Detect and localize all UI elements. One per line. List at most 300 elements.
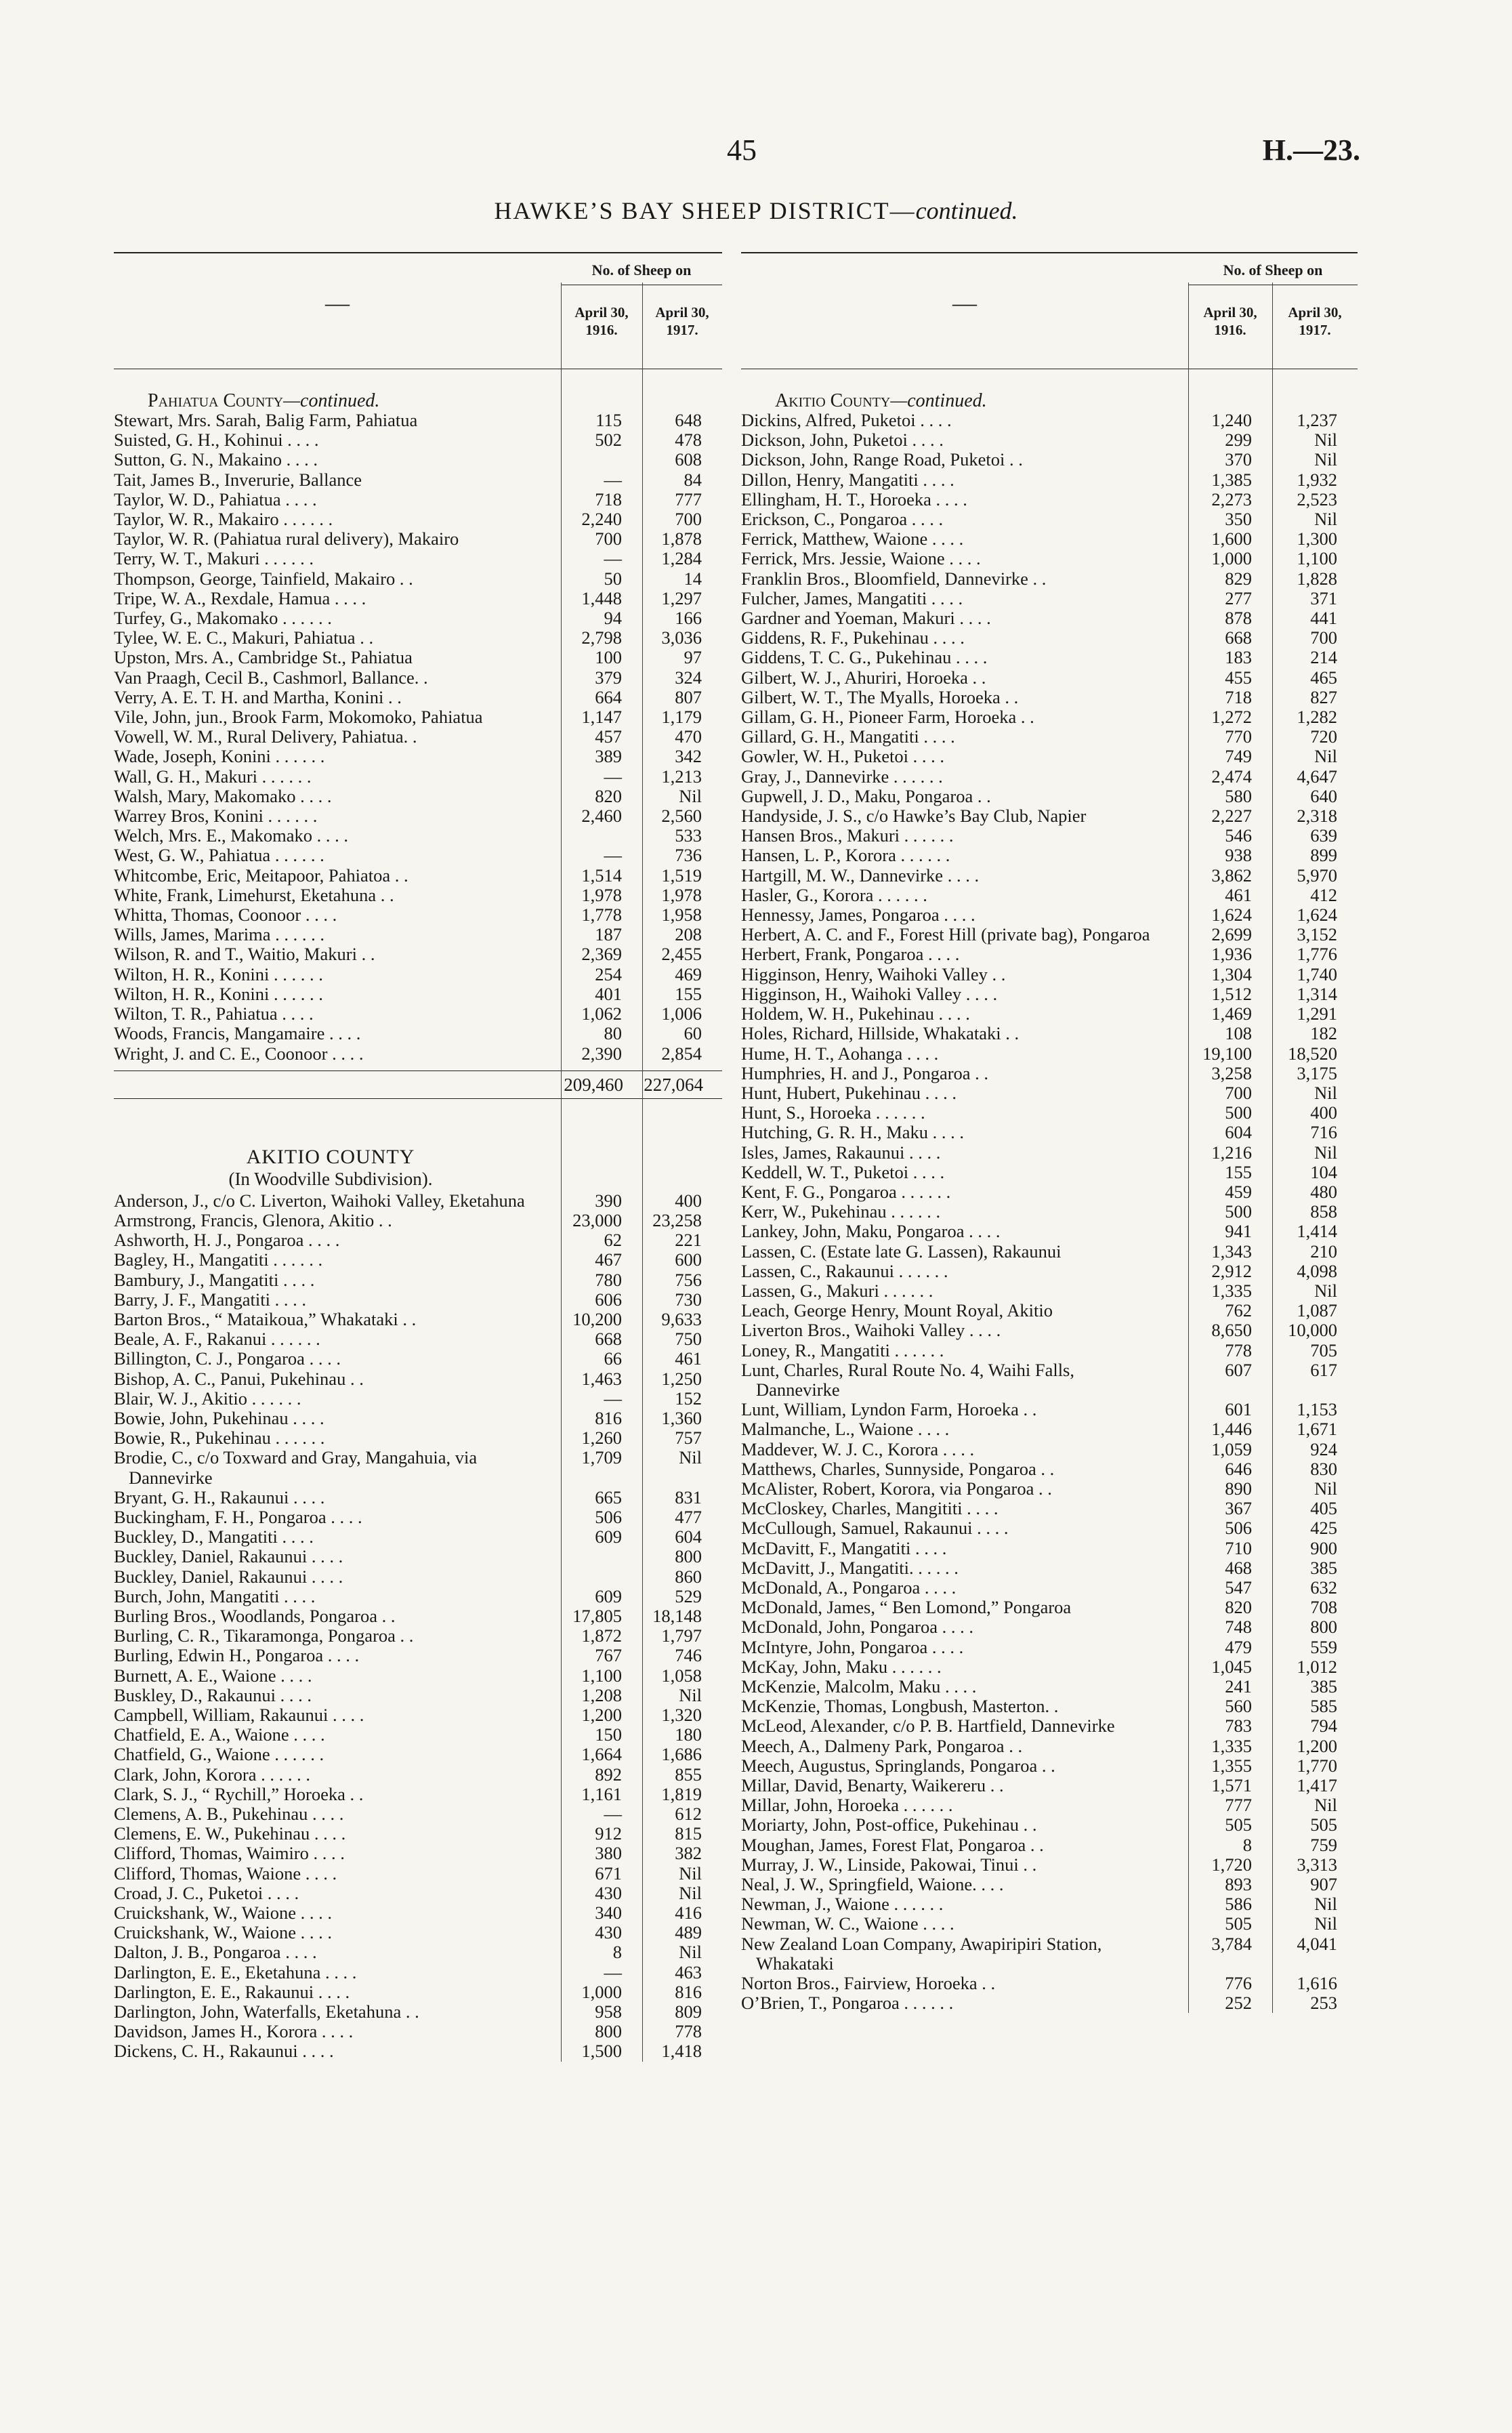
table-row [741, 826, 1358, 846]
sheep-1917: 18,148 [652, 1605, 702, 1626]
owner-name: Humphries, H. and J., Pongaroa . . [741, 1063, 989, 1083]
sheep-1917: 1,958 [661, 904, 702, 926]
sheep-1917: 1,417 [1297, 1775, 1337, 1796]
sheep-1916: 2,240 [581, 509, 622, 530]
owner-name: Matthews, Charles, Sunnyside, Pongaroa . . [741, 1459, 1055, 1479]
sheep-1917: 210 [1310, 1241, 1337, 1262]
page-title [0, 196, 1512, 225]
owner-name: Wilton, T. R., Pahiatua . . . . [114, 1004, 314, 1024]
sheep-1916: — [604, 548, 622, 569]
sheep-1916: 710 [1225, 1537, 1252, 1558]
total-row [114, 1070, 722, 1099]
table-row [114, 1587, 722, 1606]
table-row [741, 806, 1358, 826]
sheep-1916: 1,500 [581, 2041, 622, 2062]
owner-name: Clifford, Thomas, Waione . . . . [114, 1863, 337, 1884]
owner-name: Beale, A. F., Rakanui . . . . . . [114, 1329, 320, 1350]
sheep-1917: 750 [675, 1329, 702, 1350]
table-row [741, 1083, 1358, 1103]
table-row [741, 1440, 1358, 1459]
sheep-1916: — [604, 845, 622, 866]
table-row [114, 965, 722, 984]
sheep-1917: 1,616 [1297, 1973, 1337, 1994]
table-row [741, 411, 1358, 430]
owner-name: Bowie, John, Pukehinau . . . . [114, 1408, 324, 1428]
owner-name: Buckley, D., Mangatiti . . . . [114, 1527, 314, 1547]
table-row [114, 787, 722, 806]
owner-name: McDonald, James, “ Ben Lomond,” Pongaroa [741, 1598, 1072, 1618]
sheep-1917: 1,012 [1297, 1656, 1337, 1677]
sheep-1917: 400 [675, 1190, 702, 1211]
sheep-1917: 385 [1310, 1676, 1337, 1697]
owner-name: Gillam, G. H., Pioneer Farm, Horoeka . . [741, 707, 1034, 728]
table-row [114, 1567, 722, 1587]
table-row [741, 1776, 1358, 1795]
sheep-1916: 586 [1225, 1894, 1252, 1915]
table-row [741, 1064, 1358, 1083]
table-row [741, 510, 1358, 529]
sheep-1916: 646 [1225, 1458, 1252, 1479]
sheep-1916: 2,699 [1211, 924, 1252, 945]
table-row [741, 1360, 1358, 1400]
table-row [741, 1657, 1358, 1677]
sheep-1917: 600 [675, 1249, 702, 1270]
sheep-1916: 2,390 [581, 1043, 622, 1064]
sheep-1916: 500 [1225, 1102, 1252, 1123]
table-row [741, 1835, 1358, 1855]
sheep-1916: 560 [1225, 1696, 1252, 1717]
header-col-1916: April 30, 1916. [1203, 304, 1257, 338]
owner-name: Buckley, Daniel, Rakaunui . . . . [114, 1547, 343, 1567]
owner-name: Bishop, A. C., Panui, Pukehinau . . [114, 1369, 364, 1389]
sheep-1916: 1,304 [1211, 963, 1252, 984]
table-row [741, 1518, 1358, 1538]
table-row [114, 648, 722, 667]
sheep-1916: 671 [595, 1863, 622, 1884]
sheep-1916: 718 [1225, 686, 1252, 707]
sheep-1916: 1,936 [1211, 944, 1252, 965]
owner-name: Lassen, C., Rakaunui . . . . . . [741, 1261, 948, 1281]
owner-name: Newman, W. C., Waione . . . . [741, 1914, 954, 1934]
sheep-1917: Nil [1314, 1280, 1337, 1301]
owner-name: Brodie, C., c/o Toxward and Gray, Mangahuia, via Dannevirke [114, 1448, 478, 1488]
total-1917: 227,064 [644, 1074, 703, 1095]
sheep-1917: 1,250 [661, 1368, 702, 1389]
table-row [114, 1507, 722, 1527]
sheep-1917: 1,624 [1297, 904, 1337, 926]
sheep-1916: 3,784 [1211, 1933, 1252, 1954]
sheep-1917: 1,819 [661, 1783, 702, 1804]
owner-name: Hutching, G. R. H., Maku . . . . [741, 1123, 965, 1143]
table-row [741, 767, 1358, 787]
owner-name: Vile, John, jun., Brook Farm, Mokomoko, Pahiatua [114, 707, 483, 728]
sheep-1916: 254 [595, 963, 622, 984]
sheep-1916: 8,650 [1211, 1320, 1252, 1341]
sheep-1916: 668 [595, 1329, 622, 1350]
table-row [114, 1270, 722, 1290]
sheep-1917: 470 [675, 726, 702, 747]
owner-name: Croad, J. C., Puketoi . . . . [114, 1883, 299, 1903]
sheep-1916: 607 [1225, 1359, 1252, 1380]
sheep-1917: 716 [1310, 1122, 1337, 1143]
sheep-1917: 208 [675, 924, 702, 945]
right-column [741, 252, 1358, 2013]
section-title: Pahiatua County [148, 390, 284, 411]
sheep-1916: — [604, 1804, 622, 1824]
owner-name: Dickson, John, Range Road, Puketoi . . [741, 450, 1023, 470]
owner-name: Moughan, James, Forest Flat, Pongaroa . . [741, 1835, 1044, 1855]
table-row [741, 589, 1358, 608]
sheep-1917: Nil [679, 1863, 702, 1884]
sheep-1916: 2,369 [581, 944, 622, 965]
table-row [741, 965, 1358, 984]
owner-name: Keddell, W. T., Puketoi . . . . [741, 1162, 945, 1182]
sheep-1917: 827 [1310, 686, 1337, 707]
sheep-1916: 430 [595, 1882, 622, 1903]
sheep-1916: 80 [604, 1023, 622, 1044]
sheep-1917: 1,058 [661, 1665, 702, 1686]
owner-name: Hennessy, James, Pongaroa . . . . [741, 905, 975, 926]
sheep-1916: 2,474 [1211, 766, 1252, 787]
sheep-1917: Nil [1314, 1082, 1337, 1103]
title-continued: continued. [915, 197, 1018, 224]
owner-name: Hasler, G., Korora . . . . . . [741, 885, 927, 905]
sheep-1916: 23,000 [572, 1209, 622, 1230]
sheep-1917: 617 [1310, 1359, 1337, 1380]
table-row [114, 2022, 722, 2041]
owner-name: Hansen Bros., Makuri . . . . . . [741, 826, 954, 846]
owner-name: Lankey, John, Maku, Pongaroa . . . . [741, 1222, 1001, 1242]
table-row [114, 1349, 722, 1369]
owner-name: Bambury, J., Mangatiti . . . . [114, 1270, 315, 1290]
owner-name: Herbert, A. C. and F., Forest Hill (private bag), Pongaroa [741, 925, 1150, 945]
sheep-1916: 1,272 [1211, 707, 1252, 728]
sheep-1916: 468 [1225, 1557, 1252, 1578]
sheep-1916: 609 [595, 1526, 622, 1547]
sheep-1916: 912 [595, 1823, 622, 1844]
sheep-1916 [547, 826, 629, 846]
owner-name: Loney, R., Mangatiti . . . . . . [741, 1340, 944, 1360]
sheep-1917: 1,828 [1297, 568, 1337, 589]
table-row [741, 430, 1358, 450]
sheep-1917: Nil [679, 1882, 702, 1903]
owner-name: Neal, J. W., Springfield, Waione. . . . [741, 1875, 1004, 1895]
table-row [114, 707, 722, 727]
sheep-1917: 4,041 [1297, 1933, 1337, 1954]
table-row [114, 1646, 722, 1665]
owner-name: Buckingham, F. H., Pongaroa . . . . [114, 1507, 362, 1527]
table-row [741, 1677, 1358, 1697]
sheep-1916: 461 [1225, 884, 1252, 905]
table-row [114, 1765, 722, 1785]
owner-name: Burnett, A. E., Waione . . . . [114, 1665, 312, 1686]
owner-name: O’Brien, T., Pongaroa . . . . . . [741, 1993, 954, 2014]
owner-name: Meech, Augustus, Springlands, Pongaroa . . [741, 1755, 1055, 1776]
sheep-1916: 1,571 [1211, 1775, 1252, 1796]
owner-name: Anderson, J., c/o C. Liverton, Waihoki Valley, Eketahuna [114, 1190, 525, 1211]
sheep-1917: 10,000 [1288, 1320, 1337, 1341]
owner-name: Kent, F. G., Pongaroa . . . . . . [741, 1182, 951, 1202]
sheep-1917: 1,519 [661, 865, 702, 886]
owner-name: Barton Bros., “ Mataikoua,” Whakataki . . [114, 1309, 417, 1329]
sheep-1916: 749 [1225, 746, 1252, 767]
table-row [114, 925, 722, 944]
sheep-1917: 700 [1310, 627, 1337, 648]
owner-name: Ferrick, Mrs. Jessie, Waione . . . . [741, 549, 981, 569]
owner-name: Darlington, E. E., Rakaunui . . . . [114, 1982, 350, 2002]
sheep-1917: 382 [675, 1843, 702, 1864]
owner-name: Millar, John, Horoeka . . . . . . [741, 1795, 953, 1816]
table-row [114, 1745, 722, 1764]
sheep-1916: 606 [595, 1289, 622, 1310]
sheep-1916: 1,463 [581, 1368, 622, 1389]
table-row [114, 1864, 722, 1884]
owner-name: Murray, J. W., Linside, Pakowai, Tinui . . [741, 1854, 1037, 1875]
sheep-1916: 94 [604, 608, 622, 629]
table-header-right [741, 252, 1358, 369]
owner-name: Dillon, Henry, Mangatiti . . . . [741, 470, 954, 490]
owner-name: Blair, W. J., Akitio . . . . . . [114, 1388, 301, 1409]
table-row [114, 490, 722, 510]
sheep-1916: 370 [1225, 449, 1252, 470]
sheep-1916: 1,778 [581, 904, 622, 926]
owner-name: Dalton, J. B., Pongaroa . . . . [114, 1942, 317, 1963]
sheep-1916: 505 [1225, 1814, 1252, 1835]
title-main: HAWKE’S BAY SHEEP DISTRICT— [494, 197, 916, 224]
sheep-1916: 459 [1225, 1181, 1252, 1202]
table-row [741, 628, 1358, 648]
owner-name: Burling Bros., Woodlands, Pongaroa . . [114, 1606, 396, 1626]
header-col-1917: April 30, 1917. [655, 304, 709, 338]
sheep-1916: 3,862 [1211, 865, 1252, 886]
table-row [741, 747, 1358, 766]
table-header-left [114, 252, 722, 369]
sheep-1916: 892 [595, 1764, 622, 1785]
table-row [741, 688, 1358, 707]
header-sheep-count: No. of Sheep on [561, 262, 722, 285]
sheep-1916: 783 [1225, 1715, 1252, 1737]
sheep-1916: 457 [595, 726, 622, 747]
sheep-1917: 800 [1310, 1617, 1337, 1638]
table-row [741, 490, 1358, 510]
sheep-1916: 700 [1225, 1082, 1252, 1103]
header-col-1917: April 30, 1917. [1288, 304, 1342, 338]
sheep-1916: 115 [595, 410, 622, 430]
header-dash: — [952, 289, 977, 316]
table-row [741, 1182, 1358, 1202]
sheep-1916: 187 [595, 924, 622, 945]
sheep-1916: 1,978 [581, 884, 622, 905]
sheep-1917: Nil [1314, 509, 1337, 530]
sheep-1916 [547, 450, 629, 470]
sheep-1916: 1,343 [1211, 1241, 1252, 1262]
table-row [114, 1626, 722, 1646]
table-row [741, 1914, 1358, 1934]
sheep-1917: Nil [679, 1447, 702, 1468]
sheep-1917: 860 [675, 1566, 702, 1587]
sheep-1916: 767 [595, 1645, 622, 1666]
owner-name: White, Frank, Limehurst, Eketahuna . . [114, 885, 394, 905]
sheep-1917: 1,297 [661, 587, 702, 608]
table-row [114, 1329, 722, 1349]
sheep-1917: 1,291 [1297, 1003, 1337, 1024]
sheep-1916: 1,709 [581, 1447, 622, 1468]
sheep-1917: 777 [675, 488, 702, 510]
owner-name: Isles, James, Rakaunui . . . . [741, 1142, 941, 1163]
sheep-1916: 665 [595, 1486, 622, 1507]
owner-name: Clark, John, Korora . . . . . . [114, 1764, 310, 1785]
owner-name: Wilton, H. R., Konini . . . . . . [114, 964, 323, 984]
sheep-1917: 3,036 [661, 627, 702, 648]
table-row [114, 430, 722, 450]
owner-name: Billington, C. J., Pongaroa . . . . [114, 1349, 341, 1369]
sheep-1917: 465 [1310, 667, 1337, 688]
sheep-1916: 1,385 [1211, 469, 1252, 490]
sheep-1916: 958 [595, 2001, 622, 2022]
table-row [741, 608, 1358, 628]
table-row [114, 1310, 722, 1329]
table-row [741, 549, 1358, 568]
table-row [114, 628, 722, 648]
sheep-1916: 1,446 [1211, 1419, 1252, 1440]
table-row [741, 1242, 1358, 1262]
sheep-1917: 23,258 [652, 1209, 702, 1230]
table-row [114, 450, 722, 470]
sheep-1917: 371 [1310, 587, 1337, 608]
sheep-1916: 467 [595, 1249, 622, 1270]
table-row [114, 569, 722, 589]
table-row [114, 2041, 722, 2061]
sheep-1916: 748 [1225, 1617, 1252, 1638]
sheep-1917: 412 [1310, 884, 1337, 905]
sheep-1916: 938 [1225, 845, 1252, 866]
sheep-1916: 1,161 [581, 1783, 622, 1804]
table-row [741, 787, 1358, 806]
sheep-1916: 241 [1225, 1676, 1252, 1697]
total-1916: 209,460 [564, 1074, 623, 1095]
sheep-1916: 17,805 [572, 1605, 622, 1626]
owner-name: Holdem, W. H., Pukehinau . . . . [741, 1004, 970, 1024]
owner-name: Turfey, G., Makomako . . . . . . [114, 608, 332, 629]
header-sheep-count: No. of Sheep on [1188, 262, 1358, 285]
sheep-1916: 2,227 [1211, 806, 1252, 827]
section-continued: —continued. [890, 390, 987, 411]
table-row [114, 1923, 722, 1942]
sheep-1917: 585 [1310, 1696, 1337, 1717]
owner-name: Moriarty, John, Post-office, Pukehinau . . [741, 1815, 1037, 1835]
table-row [741, 1400, 1358, 1419]
sheep-1917: Nil [679, 1942, 702, 1963]
owner-name: Terry, W. T., Makuri . . . . . . [114, 549, 314, 569]
table-row [741, 925, 1358, 944]
owner-name: Walsh, Mary, Makomako . . . . [114, 786, 332, 806]
owner-name: Hume, H. T., Aohanga . . . . [741, 1043, 939, 1064]
sheep-1916: — [604, 1961, 622, 1982]
sheep-1917: 705 [1310, 1339, 1337, 1360]
sheep-1917: 759 [1310, 1834, 1337, 1855]
owner-name: Chatfield, E. A., Waione . . . . [114, 1725, 325, 1745]
sheep-1917: 529 [675, 1585, 702, 1606]
sheep-1917: 830 [1310, 1458, 1337, 1479]
table-row [114, 1004, 722, 1024]
owner-name: Tylee, W. E. C., Makuri, Pahiatua . . [114, 628, 374, 648]
table-row [114, 1824, 722, 1844]
table-row [114, 1389, 722, 1409]
owner-name: Ellingham, H. T., Horoeka . . . . [741, 489, 967, 510]
table-row [114, 1942, 722, 1962]
table-row [741, 1716, 1358, 1736]
owner-name: Davidson, James H., Korora . . . . [114, 2022, 354, 2042]
owner-name: Darlington, John, Waterfalls, Eketahuna . . [114, 2002, 419, 2022]
owner-name: Woods, Francis, Mangamaire . . . . [114, 1024, 361, 1044]
owner-name: McAlister, Robert, Korora, via Pongaroa . . [741, 1478, 1052, 1499]
sheep-1916: 479 [1225, 1636, 1252, 1657]
owner-name: Norton Bros., Fairview, Horoeka . . [741, 1974, 996, 1994]
table-row [114, 1666, 722, 1686]
owner-name: Verry, A. E. T. H. and Martha, Konini . . [114, 687, 402, 707]
sheep-1917: 604 [675, 1526, 702, 1547]
table-row [114, 747, 722, 766]
sheep-1917: 253 [1310, 1993, 1337, 2014]
table-row [114, 1409, 722, 1428]
sheep-1917: 461 [675, 1348, 702, 1369]
owner-name: Giddens, T. C. G., Pukehinau . . . . [741, 648, 988, 668]
sheep-1917: 9,633 [661, 1308, 702, 1329]
sheep-1917: 746 [675, 1645, 702, 1666]
table-row [741, 569, 1358, 589]
table-row [114, 1488, 722, 1507]
table-row [114, 1428, 722, 1448]
owner-name: Tripe, W. A., Rexdale, Hamua . . . . [114, 588, 366, 608]
owner-name: McCullough, Samuel, Rakaunui . . . . [741, 1518, 1009, 1539]
table-body-right [741, 369, 1358, 2013]
table-row [114, 984, 722, 1004]
table-row [114, 1369, 722, 1389]
sheep-1916: 183 [1225, 647, 1252, 668]
sheep-1916: 1,100 [581, 1665, 622, 1686]
owner-name: Dickens, C. H., Rakaunui . . . . [114, 2041, 334, 2062]
table-row [114, 1705, 722, 1725]
sheep-1917: 858 [1310, 1201, 1337, 1222]
table-row [741, 1795, 1358, 1815]
owner-name: Wills, James, Marima . . . . . . [114, 925, 324, 945]
sheep-1916: 1,045 [1211, 1656, 1252, 1677]
owner-name: Ferrick, Matthew, Waione . . . . [741, 529, 964, 549]
table-row [741, 1262, 1358, 1281]
owner-name: Burling, C. R., Tikaramonga, Pongaroa . . [114, 1626, 414, 1646]
sheep-1916: 1,600 [1211, 528, 1252, 549]
sheep-1917: 97 [684, 647, 702, 668]
sheep-1916: 506 [1225, 1518, 1252, 1539]
owner-name: Franklin Bros., Bloomfield, Dannevirke . . [741, 568, 1047, 589]
sheep-1916: 2,912 [1211, 1260, 1252, 1281]
sheep-1917: 84 [684, 469, 702, 490]
table-row [741, 1024, 1358, 1043]
sheep-1917: Nil [1314, 430, 1337, 451]
sheep-1917: 14 [684, 568, 702, 589]
table-row [114, 1024, 722, 1043]
owner-name: McIntyre, John, Pongaroa . . . . [741, 1637, 964, 1657]
sheep-1917: Nil [1314, 1894, 1337, 1915]
sheep-1917: 18,520 [1288, 1043, 1337, 1064]
owner-name: Leach, George Henry, Mount Royal, Akitio [741, 1301, 1053, 1321]
table-row [741, 1004, 1358, 1024]
owner-name: Burch, John, Mangatiti . . . . [114, 1586, 316, 1606]
owner-name: West, G. W., Pahiatua . . . . . . [114, 846, 324, 866]
sheep-1917: 3,152 [1297, 924, 1337, 945]
sheep-1917: 608 [675, 449, 702, 470]
sheep-1917: 425 [1310, 1518, 1337, 1539]
